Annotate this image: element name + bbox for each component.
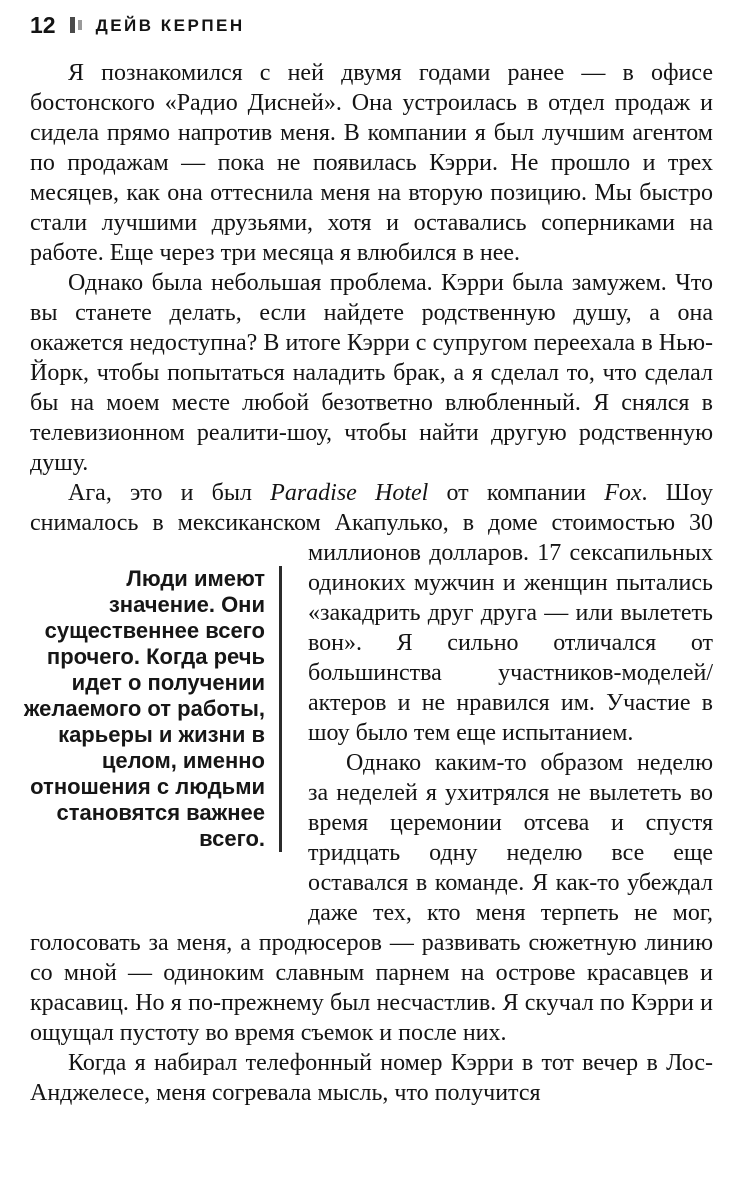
paragraph-2: Однако была небольшая проблема. Кэрри была замужем. Что вы станете делать, если найдете родственную душу, а она окажется недоступна? В итоге Кэрри с супругом переехала в Нью-Йорк, чтобы попытаться наладить брак, а я сделал то, что сделал бы на моем месте любой безответно влюбленный. Я снялся в телевизионном реалити-шоу, чтобы найти другую родственную душу. [30,270,713,476]
paragraph-3-text-b: от компании [428,480,605,506]
paragraph-1: Я познакомился с ней двумя годами ранее — в офисе бостонского «Радио Дисней». Она устроилась в отдел продаж и сидела прямо напротив меня. В компании я был лучшим агентом по продажам — пока не появилась Кэрри. Не прошло и трех месяцев, как она оттеснила меня на вторую позицию. Мы быстро стали лучшими друзьями, хотя и оставались соперниками на работе. Еще через три месяца я влюбился в нее. [30,60,713,266]
pull-quote-divider [279,566,282,852]
paragraph-5: Когда я набирал телефонный номер Кэрри в тот вечер в Лос-Анджелесе, меня согревала мысль, что получится [30,1050,713,1106]
paragraph-4: Однако каким-то образом неделю за неделей я ухитрялся не вылететь во время церемонии отсева и спустя тридцать одну неделю все еще оставался в команде. Я как-то убеждал даже тех, кто меня терпеть не мог, голосовать за меня, а продюсеров — развивать сюжетную линию со мной — одиноким славным парнем на острове красавцев и красавиц. Но я по-прежнему был несчастлив. Я скучал по Кэрри и ощущал пустоту во время съемок и после них. [30,750,713,1046]
show-title-italic: Paradise Hotel [270,480,429,506]
pull-quote-text: Люди имеют значение. Они существеннее всего прочего. Когда речь идет о получении желаемого от работы, карьеры и жизни в целом, именно отношения с людьми становятся важнее всего. [23,566,265,851]
page-number: 12 [30,11,56,38]
paragraph-3-text-d: миллионов долларов. 17 сексапильных одиноких мужчин и женщин пытались «закадрить друг друга — или вылететь вон». Я сильно отличался от большинства участников-моделей/актеров и не нравился им. Участие в шоу было тем еще испытанием. [308,540,713,746]
author-name: ДЕЙВ КЕРПЕН [95,15,245,35]
pull-quote-inner [22,566,282,852]
network-name-italic: Fox [604,480,642,506]
marker-bar-short [78,20,82,30]
paragraph-3-text-a: Ага, это и был [68,480,271,506]
page-header [30,10,713,40]
section-marker-icon [70,17,82,33]
paragraph-3 [23,478,714,851]
body-text [23,58,714,1108]
paragraph-3-text-c: . Шоу снималось в мексиканском Акапулько, в доме стоимостью 30 [30,480,714,536]
marker-bar-tall [70,17,75,33]
pull-quote [22,538,282,900]
